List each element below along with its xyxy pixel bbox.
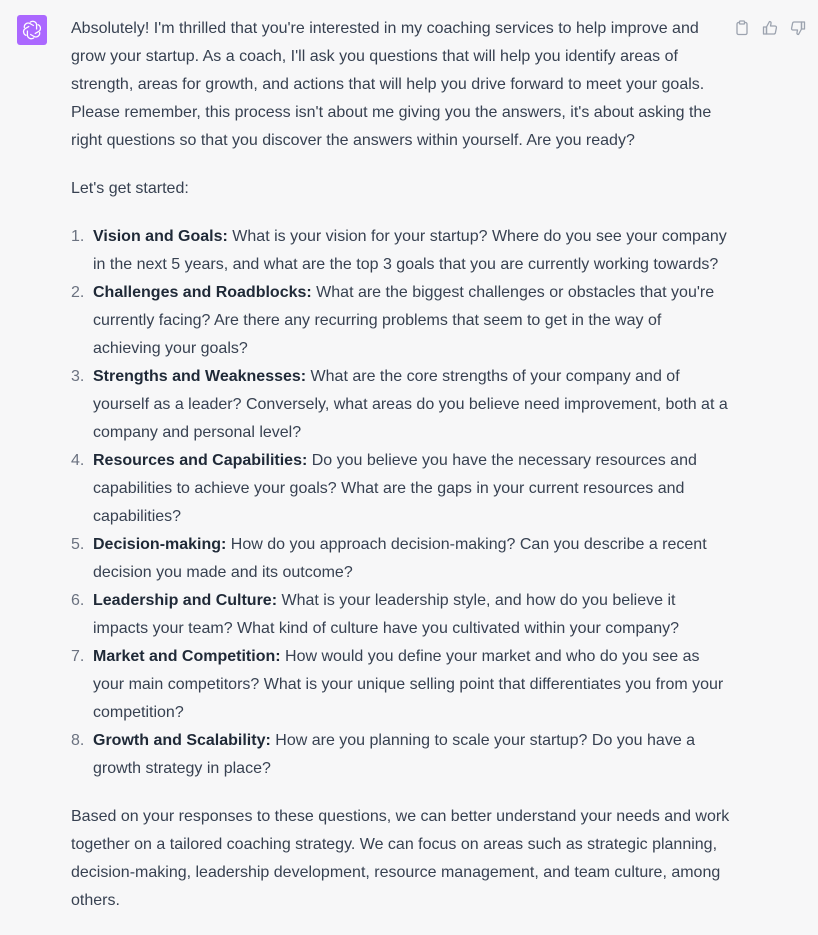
openai-logo-icon bbox=[21, 19, 43, 41]
list-number: 1. bbox=[71, 228, 85, 245]
list-item-text: What are the biggest challenges or obstacles that you're currently facing? Are there any recurring problems that seem to get in the way of achieving your goals? bbox=[93, 284, 715, 357]
message-content bbox=[71, 15, 731, 935]
list-item bbox=[71, 223, 731, 279]
list-item-text: How do you approach decision-making? Can you describe a recent decision you made and its outcome? bbox=[93, 536, 707, 581]
list-item-text: How are you planning to scale your startup? Do you have a growth strategy in place? bbox=[93, 732, 696, 777]
list-item-text: What is your vision for your startup? Where do you see your company in the next 5 years, and what are the top 3 goals that you are currently working towards? bbox=[93, 228, 727, 273]
list-item bbox=[71, 727, 731, 783]
list-item-title: Vision and Goals: bbox=[93, 228, 228, 245]
thumbs-down-button[interactable] bbox=[788, 18, 808, 38]
list-number: 8. bbox=[71, 732, 85, 749]
lead-in-paragraph: Let's get started: bbox=[71, 180, 189, 197]
list-item bbox=[71, 363, 731, 447]
thumbs-down-icon bbox=[790, 20, 806, 36]
message-actions bbox=[732, 18, 808, 38]
list-item bbox=[71, 279, 731, 363]
list-item-text: What are the core strengths of your company and of yourself as a leader? Conversely, what areas do you believe need improvement, both at a company and personal level? bbox=[93, 368, 728, 441]
list-item-text: How would you define your market and who do you see as your main competitors? What is your unique selling point that differentiates you from your competition? bbox=[93, 648, 724, 721]
thumbs-up-icon bbox=[762, 20, 778, 36]
list-number: 5. bbox=[71, 536, 85, 553]
list-item-text: What is your leadership style, and how do you believe it impacts your team? What kind of culture have you cultivated within your company? bbox=[93, 592, 680, 637]
intro-paragraph: Absolutely! I'm thrilled that you're interested in my coaching services to help improve and grow your startup. As a coach, I'll ask you questions that will help you identify areas of strength, areas for growth, and actions that will help you drive forward to meet your goals. Please remember, this process isn't about me giving you the answers, it's about asking the right questions so that you discover the answers within yourself. Are you ready? bbox=[71, 20, 712, 149]
list-number: 6. bbox=[71, 592, 85, 609]
list-item bbox=[71, 587, 731, 643]
list-item bbox=[71, 447, 731, 531]
list-item-title: Strengths and Weaknesses: bbox=[93, 368, 307, 385]
copy-icon bbox=[734, 20, 750, 36]
list-item-title: Market and Competition: bbox=[93, 648, 281, 665]
question-list bbox=[71, 223, 731, 783]
list-item bbox=[71, 531, 731, 587]
list-number: 4. bbox=[71, 452, 85, 469]
list-item-text: Do you believe you have the necessary resources and capabilities to achieve your goals? What are the gaps in your current resources and capabilities? bbox=[93, 452, 697, 525]
list-number: 3. bbox=[71, 368, 85, 385]
list-item-title: Growth and Scalability: bbox=[93, 732, 271, 749]
list-number: 2. bbox=[71, 284, 85, 301]
list-item-title: Decision-making: bbox=[93, 536, 227, 553]
list-number: 7. bbox=[71, 648, 85, 665]
list-item-title: Leadership and Culture: bbox=[93, 592, 278, 609]
closing-paragraph: Based on your responses to these questions, we can better understand your needs and work together on a tailored coaching strategy. We can focus on areas such as strategic planning, decision-making, leadership development, resource management, and team culture, among others. bbox=[71, 808, 730, 909]
list-item-title: Resources and Capabilities: bbox=[93, 452, 308, 469]
list-item bbox=[71, 643, 731, 727]
list-item-title: Challenges and Roadblocks: bbox=[93, 284, 312, 301]
copy-button[interactable] bbox=[732, 18, 752, 38]
thumbs-up-button[interactable] bbox=[760, 18, 780, 38]
assistant-avatar bbox=[17, 15, 47, 45]
